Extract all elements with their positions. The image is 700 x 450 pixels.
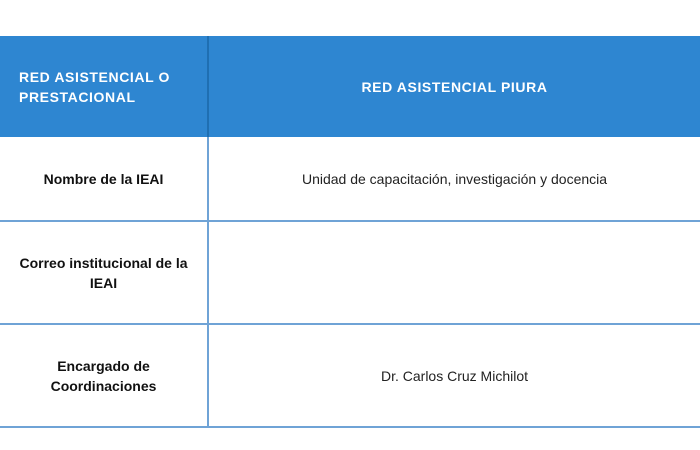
row-value-correo xyxy=(208,221,700,324)
row-label-nombre: Nombre de la IEAI xyxy=(0,137,208,221)
info-table xyxy=(0,36,700,428)
table-header-row xyxy=(0,36,700,137)
row-label-correo: Correo institucional de la IEAI xyxy=(0,221,208,324)
row-label-encargado: Encargado de Coordinaciones xyxy=(0,324,208,427)
table-row xyxy=(0,137,700,221)
header-red-asistencial-o-prestacional: RED ASISTENCIAL O PRESTACIONAL xyxy=(0,36,208,137)
table-row xyxy=(0,221,700,324)
row-value-encargado: Dr. Carlos Cruz Michilot xyxy=(208,324,700,427)
header-red-asistencial-piura: RED ASISTENCIAL PIURA xyxy=(208,36,700,137)
row-value-nombre: Unidad de capacitación, investigación y docencia xyxy=(208,137,700,221)
table-row xyxy=(0,324,700,427)
